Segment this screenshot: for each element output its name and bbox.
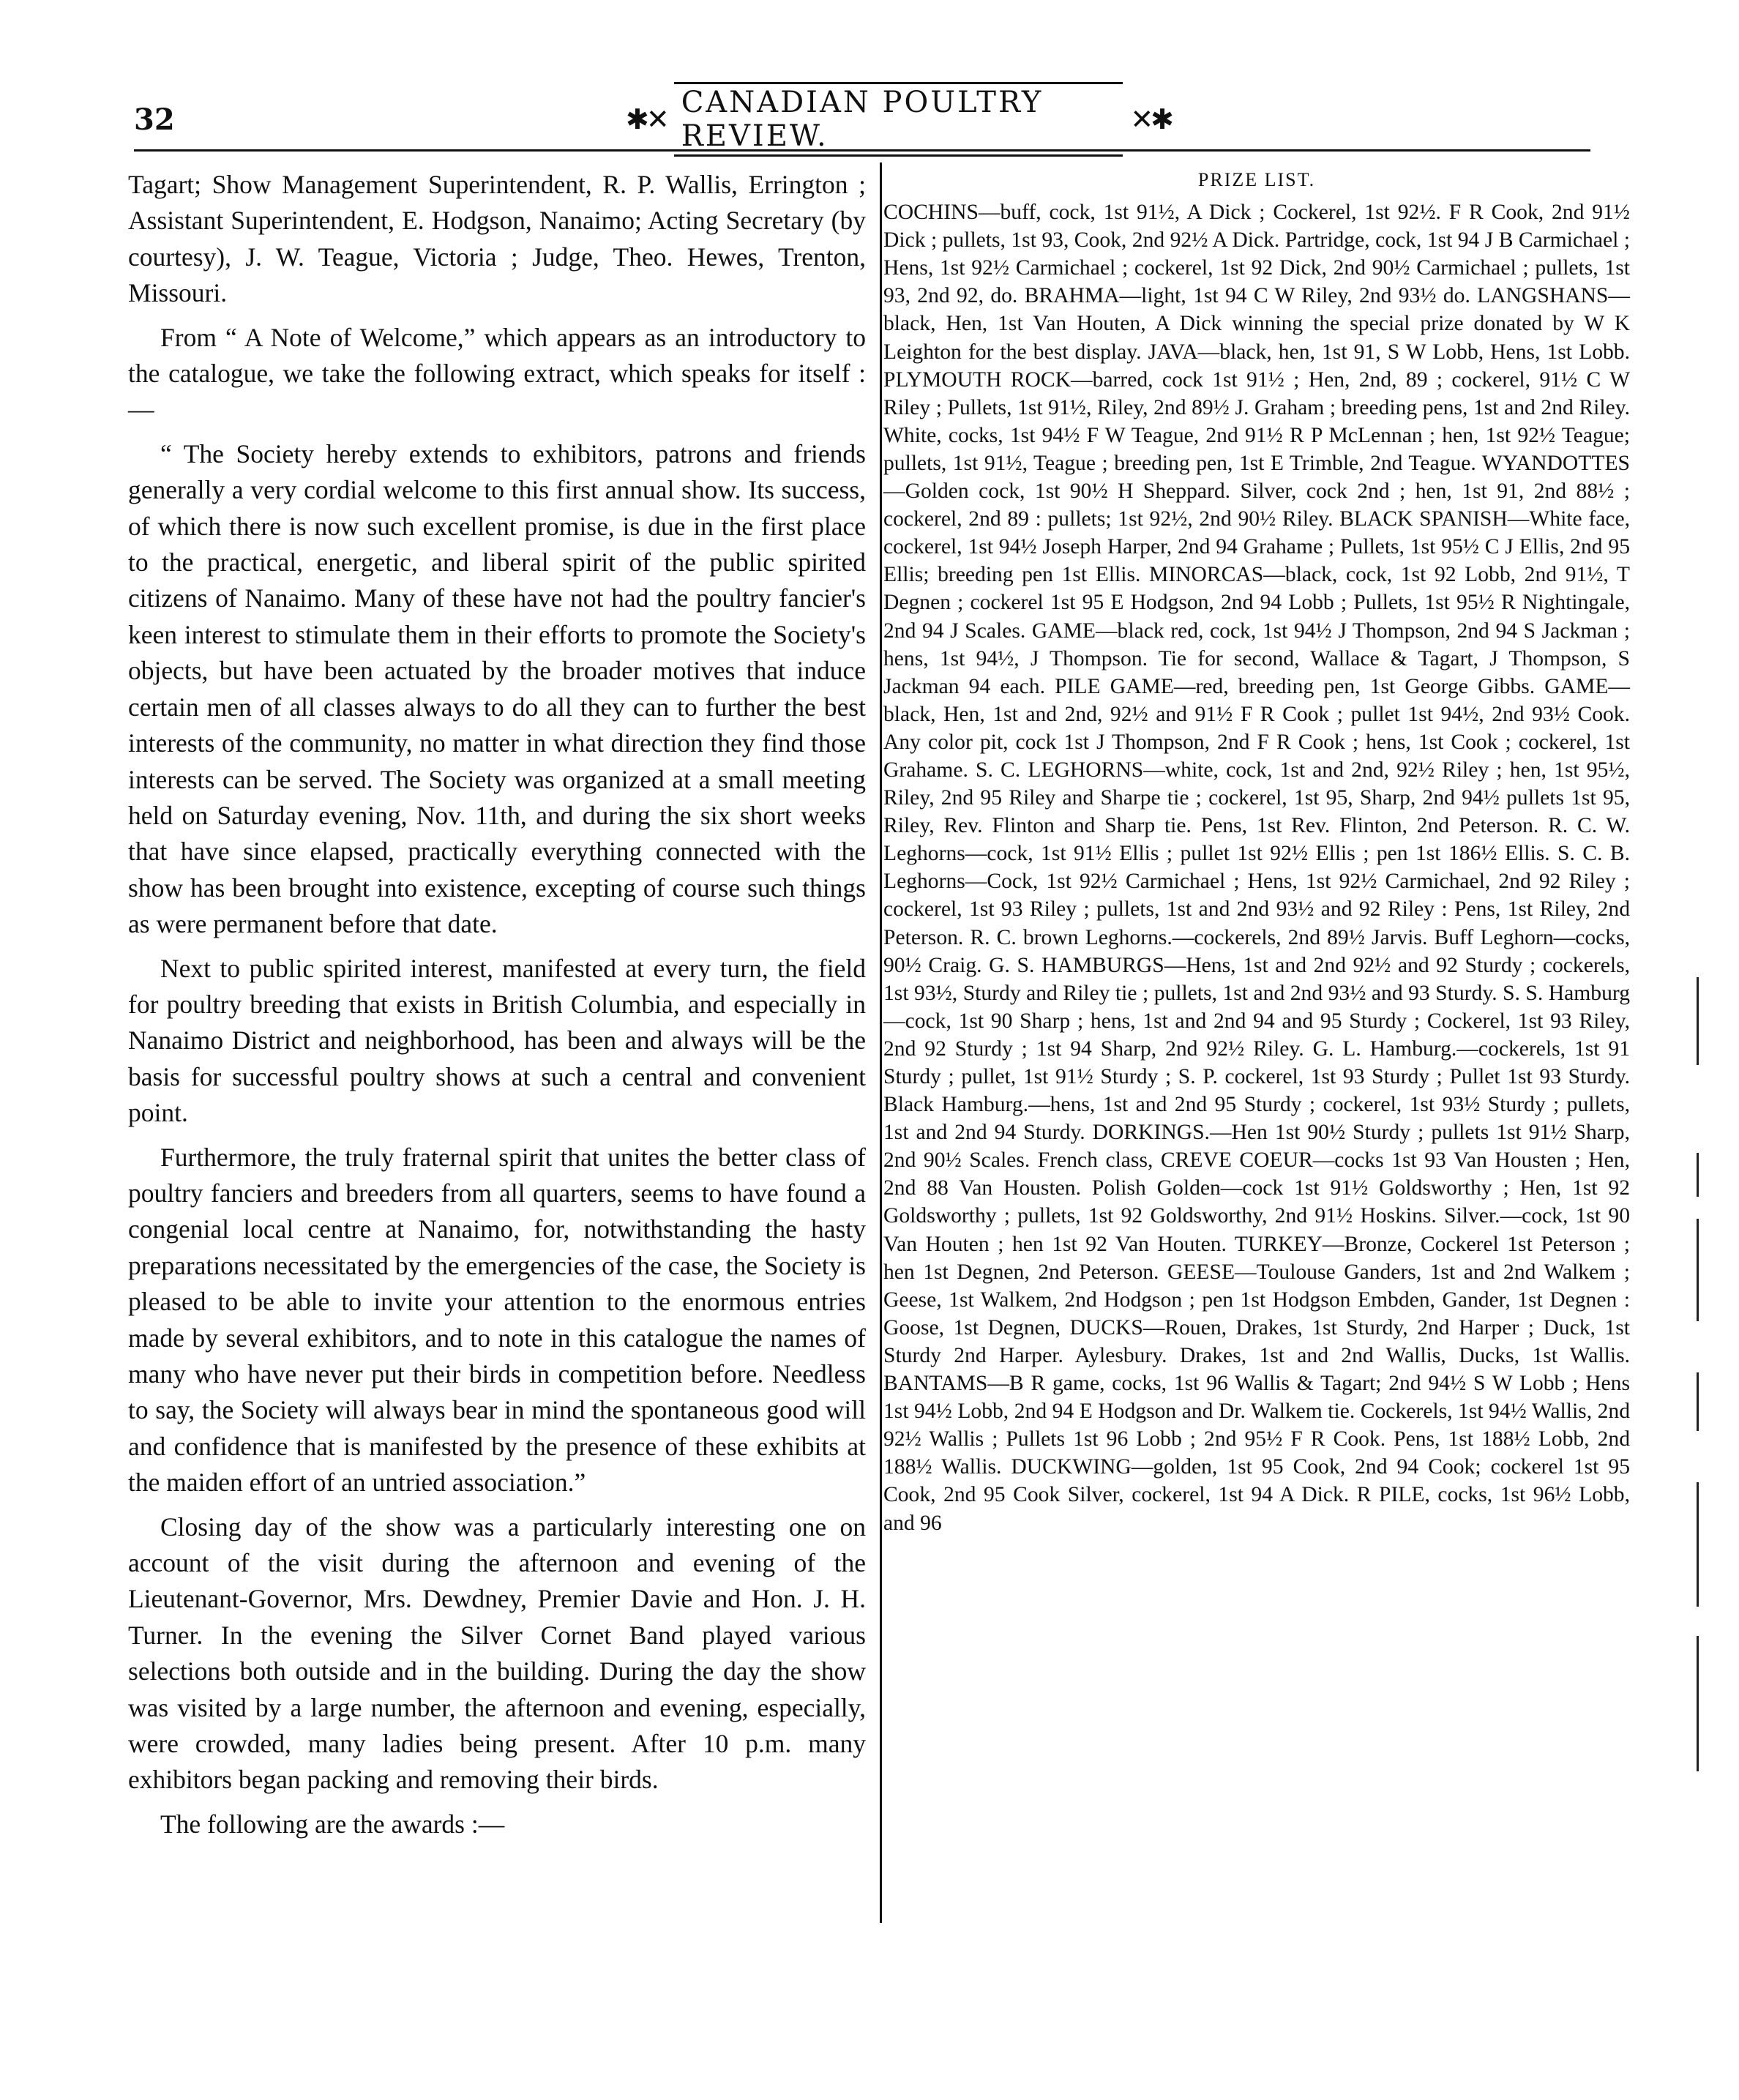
column-divider: [880, 162, 882, 1923]
header-rule: [134, 149, 1590, 152]
left-paragraph: Tagart; Show Management Superintendent, R. P. Wallis, Errington ; Assistant Superintendent, E. Hodgson, Nanaimo; Acting Secretary (by courtesy), J. W. Teague, Victoria ; Judge, Theo. Hewes, Trenton, Missouri.: [128, 170, 866, 308]
masthead-ornament-right: ✕✱: [1130, 103, 1171, 135]
page-edge-marks: [1694, 977, 1704, 1771]
left-column: [128, 167, 866, 1850]
masthead-title: CANADIAN POULTRY REVIEW.: [674, 82, 1123, 157]
left-paragraph: The following are the awards :—: [160, 1809, 505, 1839]
left-paragraph: Furthermore, the truly fraternal spirit that unites the better class of poultry fanciers and breeders from all quarters, seems to have found a congenial local centre at Nanaimo, for, notwithstanding the hasty preparations necessitated by the emergencies of the case, the Society is pleased to be able to invite your attention to the enormous entries made by several exhibitors, and to note in this catalogue the names of many who have never put their birds in competition before. Needless to say, the Society will always bear in mind the spontaneous good will and confidence that is manifested by the presence of these exhibits at the maiden effort of an untried association.”: [128, 1142, 866, 1498]
left-paragraph: Next to public spirited interest, manifested at every turn, the field for poultry breeding that exists in British Columbia, and especially in Nanaimo District and neighborhood, has been and always will be the basis for successful poultry shows at such a central and convenient point.: [128, 953, 866, 1128]
prize-list-text: COCHINS—buff, cock, 1st 91½, A Dick ; Cockerel, 1st 92½. F R Cook, 2nd 91½ Dick ; pullets, 1st 93, Cook, 2nd 92½ A Dick. Partridge, cock, 1st 94 J B Carmichael ; Hens, 1st 92½ Carmichael ; cockerel, 1st 92 Dick, 2nd 90½ Carmichael ; pullets, 1st 93, 2nd 92, do. BRAHMA—light, 1st 94 C W Riley, 2nd 93½ do. LANGSHANS—black, Hen, 1st Van Houten, A Dick winning the special prize donated by W K Leighton for the best display. JAVA—black, hen, 1st 91, S W Lobb, Hens, 1st Lobb. PLYMOUTH ROCK—barred, cock 1st 91½ ; Hen, 2nd, 89 ; cockerel, 91½ C W Riley ; Pullets, 1st 91½, Riley, 2nd 89½ J. Graham ; breeding pens, 1st and 2nd Riley. White, cocks, 1st 94½ F W Teague, 2nd 91½ R P McLennan ; hen, 1st 92½ Teague; pullets, 1st 91½, Teague ; breeding pen, 1st E Trimble, 2nd Teague. WYANDOTTES—Golden cock, 1st 90½ H Sheppard. Silver, cock 2nd ; hen, 1st 91, 2nd 88½ ; cockerel, 2nd 89 : pullets; 1st 92½, 2nd 90½ Riley. BLACK SPANISH—White face, cockerel, 1st 94½ Joseph Harper, 2nd 94 Grahame ; Pullets, 1st 95½ C J Ellis, 2nd 95 Ellis; breeding pen 1st Ellis. MINORCAS—black, cock, 1st 92 Lobb, 2nd 91½, T Degnen ; cockerel 1st 95 E Hodgson, 2nd 94 Lobb ; Pullets, 1st 95½ R Nightingale, 2nd 94 J Scales. GAME—black red, cock, 1st 94½ J Thompson, 2nd 94 S Jackman ; hens, 1st 94½, J Thompson. Tie for second, Wallace & Tagart, J Thompson, S Jackman 94 each. PILE GAME—red, breeding pen, 1st George Gibbs. GAME—black, Hen, 1st and 2nd, 92½ and 91½ F R Cook ; pullet 1st 94½, 2nd 93½ Cook. Any color pit, cock 1st J Thompson, 2nd F R Cook ; hens, 1st Cook ; cockerel, 1st Grahame. S. C. LEGHORNS—white, cock, 1st and 2nd, 92½ Riley ; hen, 1st 95½, Riley, 2nd 95 Riley and Sharpe tie ; cockerel, 1st 95, Sharp, 2nd 94½ pullets 1st 95, Riley, Rev. Flinton and Sharp tie. Pens, 1st Rev. Flinton, 2nd Peterson. R. C. W. Leghorns—cock, 1st 91½ Ellis ; pullet 1st 92½ Ellis ; pen 1st 186½ Ellis. S. C. B. Leghorns—Cock, 1st 92½ Carmichael ; Hens, 1st 92½ Carmichael, 2nd 92 Riley ; cockerel, 1st 93 Riley ; pullets, 1st and 2nd 93½ and 92 Riley : Pens, 1st Riley, 2nd Peterson. R. C. brown Leghorns.—cockerels, 2nd 89½ Jarvis. Buff Leghorn—cocks, 90½ Craig. G. S. HAMBURGS—Hens, 1st and 2nd 92½ and 92 Sturdy ; cockerels, 1st 93½, Sturdy and Riley tie ; pullets, 1st and 2nd 93½ and 93 Sturdy. S. S. Hamburg—cock, 1st 90 Sharp ; hens, 1st and 2nd 94 and 95 Sturdy ; Cockerel, 1st 93 Riley, 2nd 92 Sturdy ; 1st 94 Sharp, 2nd 92½ Riley. G. L. Hamburg.—cockerels, 1st 91 Sturdy ; pullet, 1st 91½ Sturdy ; S. P. cockerel, 1st 93 Sturdy ; Pullet 1st 93 Sturdy. Black Hamburg.—hens, 1st and 2nd 95 Sturdy ; cockerel, 1st 93½ Sturdy ; pullets, 1st and 2nd 94 Sturdy. DORKINGS.—Hen 1st 90½ Sturdy ; pullets 1st 91½ Sharp, 2nd 90½ Scales. French class, CREVE COEUR—cocks 1st 93 Van Housten ; Hen, 2nd 88 Van Housten. Polish Golden—cock 1st 91½ Goldsworthy ; Hen, 1st 92 Goldsworthy ; pullets, 1st 92 Goldsworthy, 2nd 91½ Hoskins. Silver.—cock, 1st 90 Van Houten ; hen 1st 92 Van Houten. TURKEY—Bronze, Cockerel 1st Peterson ; hen 1st Degnen, 2nd Peterson. GEESE—Toulouse Ganders, 1st and 2nd Walkem ; Geese, 1st Walkem, 2nd Hodgson ; pen 1st Hodgson Embden, Gander, 1st Degnen : Goose, 1st Degnen, DUCKS—Rouen, Drakes, 1st Sturdy, 2nd Harper ; Duck, 1st Sturdy 2nd Harper. Aylesbury. Drakes, 1st and 2nd Wallis, Ducks, 1st Wallis. BANTAMS—B R game, cocks, 1st 96 Wallis & Tagart; 2nd 94½ S W Lobb ; Hens 1st 94½ Lobb, 2nd 94 E Hodgson and Dr. Walkem tie. Cockerels, 1st 94½ Wallis, 2nd 92½ Wallis ; Pullets 1st 96 Lobb ; 2nd 95½ F R Cook. Pens, 1st 188½ Lobb, 2nd 188½ Wallis. DUCKWING—golden, 1st 95 Cook, 2nd 94 Cook; cockerel 1st 95 Cook, 2nd 95 Cook Silver, cockerel, 1st 94 A Dick. R PILE, cocks, 1st 96½ Lobb, and 96: [883, 201, 1630, 1535]
page-number: 32: [134, 102, 175, 137]
left-paragraph: “ The Society hereby extends to exhibitors, patrons and friends generally a very cordial welcome to this first annual show. Its success, of which there is now such excellent promise, is due in the first place to the practical, energetic, and liberal spirit of the public spirited citizens of Nanaimo. Many of these have not had the poultry fancier's keen interest to stimulate them in their efforts to promote the Society's objects, but have been actuated by the broader motives that induce certain men of all classes always to do all they can to further the best interests of the community, no matter in what direction they find those interests can be served. The Society was organized at a small meeting held on Saturday evening, Nov. 11th, and during the six short weeks that have since elapsed, practically everything connected with the show has been brought into existence, excepting of course such things as were permanent before that date.: [128, 438, 866, 939]
masthead: [626, 86, 1171, 153]
left-paragraph: From “ A Note of Welcome,” which appears as an introductory to the catalogue, we take the following extract, which speaks for itself :—: [128, 322, 866, 425]
right-column: [883, 166, 1630, 1537]
prize-list-heading: PRIZE LIST.: [1197, 169, 1316, 190]
masthead-ornament-left: ✱✕: [626, 103, 667, 135]
left-paragraph: Closing day of the show was a particularly interesting one on account of the visit during the afternoon and evening of the Lieutenant-Governor, Mrs. Dewdney, Premier Davie and Hon. J. H. Turner. In the evening the Silver Cornet Band played various selections both outside and in the building. During the day the show was visited by a large number, the afternoon and evening, especially, were crowded, many ladies being present. After 10 p.m. many exhibitors began packing and removing their birds.: [128, 1512, 866, 1795]
